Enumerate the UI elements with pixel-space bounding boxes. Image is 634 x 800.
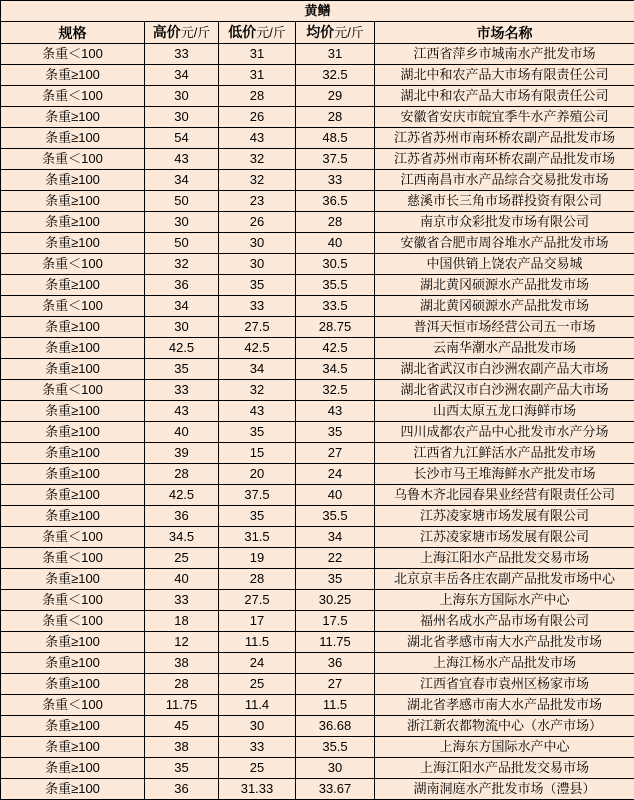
low-price-cell: 35: [219, 422, 296, 443]
market-name-cell: 中国供销上饶农产品交易城: [375, 254, 634, 275]
low-price-cell: 32: [219, 170, 296, 191]
low-price-cell: 31.33: [219, 779, 296, 800]
spec-cell: 条重≥100: [1, 758, 145, 779]
market-name-cell: 上海江杨水产品批发市场: [375, 653, 634, 674]
spec-cell: 条重≥100: [1, 653, 145, 674]
title-row: [1, 1, 634, 22]
header-avg-label: 均价: [306, 24, 334, 40]
table-row: [1, 107, 634, 128]
avg-price-cell: 37.5: [296, 149, 375, 170]
low-price-cell: 23: [219, 191, 296, 212]
avg-price-cell: 34.5: [296, 359, 375, 380]
high-price-cell: 32: [145, 254, 219, 275]
avg-price-cell: 33: [296, 170, 375, 191]
high-price-cell: 18: [145, 611, 219, 632]
spec-cell: 条重≥100: [1, 107, 145, 128]
high-price-cell: 25: [145, 548, 219, 569]
spec-cell: 条重＜100: [1, 590, 145, 611]
avg-price-cell: 29: [296, 86, 375, 107]
spec-cell: 条重≥100: [1, 275, 145, 296]
avg-price-cell: 43: [296, 401, 375, 422]
table-row: [1, 695, 634, 716]
avg-price-cell: 42.5: [296, 338, 375, 359]
low-price-cell: 25: [219, 674, 296, 695]
avg-price-cell: 35: [296, 569, 375, 590]
high-price-cell: 50: [145, 233, 219, 254]
low-price-cell: 19: [219, 548, 296, 569]
low-price-cell: 43: [219, 401, 296, 422]
market-name-cell: 江苏凌家塘市场发展有限公司: [375, 527, 634, 548]
table-row: [1, 401, 634, 422]
high-price-cell: 40: [145, 422, 219, 443]
market-name-cell: 乌鲁木齐北园春果业经营有限责任公司: [375, 485, 634, 506]
avg-price-cell: 36: [296, 653, 375, 674]
table-row: [1, 632, 634, 653]
spec-cell: 条重≥100: [1, 317, 145, 338]
spec-cell: 条重≥100: [1, 65, 145, 86]
avg-price-cell: 33.5: [296, 296, 375, 317]
high-price-cell: 43: [145, 401, 219, 422]
low-price-cell: 24: [219, 653, 296, 674]
market-name-cell: 江苏凌家塘市场发展有限公司: [375, 506, 634, 527]
header-avg-unit: 元/斤: [334, 25, 364, 40]
high-price-cell: 38: [145, 737, 219, 758]
avg-price-cell: 27: [296, 674, 375, 695]
market-name-cell: 四川成都农产品中心批发市水产分场: [375, 422, 634, 443]
market-name-cell: 湖北省孝感市南大水产品批发市场: [375, 632, 634, 653]
low-price-cell: 32: [219, 380, 296, 401]
high-price-cell: 12: [145, 632, 219, 653]
market-name-cell: 福州名成水产品市场有限公司: [375, 611, 634, 632]
low-price-cell: 26: [219, 212, 296, 233]
low-price-cell: 35: [219, 275, 296, 296]
market-name-cell: 湖北黄冈硕源水产品批发市场: [375, 275, 634, 296]
spec-cell: 条重≥100: [1, 401, 145, 422]
market-name-cell: 湖北省武汉市白沙洲农副产品大市场: [375, 359, 634, 380]
table-row: [1, 128, 634, 149]
table-row: [1, 611, 634, 632]
high-price-cell: 38: [145, 653, 219, 674]
market-name-cell: 上海东方国际水产中心: [375, 590, 634, 611]
high-price-cell: 28: [145, 674, 219, 695]
low-price-cell: 28: [219, 86, 296, 107]
table-row: [1, 338, 634, 359]
spec-cell: 条重≥100: [1, 338, 145, 359]
table-row: [1, 527, 634, 548]
high-price-cell: 40: [145, 569, 219, 590]
table-row: [1, 569, 634, 590]
high-price-cell: 33: [145, 590, 219, 611]
spec-cell: 条重≥100: [1, 443, 145, 464]
avg-price-cell: 36.5: [296, 191, 375, 212]
high-price-cell: 54: [145, 128, 219, 149]
spec-cell: 条重≥100: [1, 506, 145, 527]
table-row: [1, 758, 634, 779]
avg-price-cell: 35.5: [296, 275, 375, 296]
high-price-cell: 34: [145, 65, 219, 86]
market-name-cell: 云南华潮水产品批发市场: [375, 338, 634, 359]
low-price-cell: 37.5: [219, 485, 296, 506]
table-title: 黄鳝: [1, 1, 634, 22]
spec-cell: 条重＜100: [1, 611, 145, 632]
low-price-cell: 25: [219, 758, 296, 779]
spec-cell: 条重≥100: [1, 632, 145, 653]
table-row: [1, 674, 634, 695]
table-row: [1, 44, 634, 65]
avg-price-cell: 27: [296, 443, 375, 464]
avg-price-cell: 40: [296, 485, 375, 506]
low-price-cell: 28: [219, 569, 296, 590]
high-price-cell: 30: [145, 212, 219, 233]
high-price-cell: 30: [145, 107, 219, 128]
high-price-cell: 30: [145, 317, 219, 338]
low-price-cell: 33: [219, 737, 296, 758]
market-name-cell: 慈溪市长三角市场群投资有限公司: [375, 191, 634, 212]
low-price-cell: 17: [219, 611, 296, 632]
high-price-cell: 34: [145, 296, 219, 317]
header-high-unit: 元/斤: [181, 25, 211, 40]
table-row: [1, 359, 634, 380]
market-name-cell: 浙江新农都物流中心（水产市场）: [375, 716, 634, 737]
table-row: [1, 380, 634, 401]
avg-price-cell: 48.5: [296, 128, 375, 149]
header-market-name: 市场名称: [375, 22, 634, 44]
high-price-cell: 42.5: [145, 485, 219, 506]
low-price-cell: 32: [219, 149, 296, 170]
table-row: [1, 254, 634, 275]
market-name-cell: 江苏省苏州市南环桥农副产品批发市场: [375, 149, 634, 170]
low-price-cell: 42.5: [219, 338, 296, 359]
low-price-cell: 33: [219, 296, 296, 317]
table-body: [1, 44, 634, 800]
avg-price-cell: 30.25: [296, 590, 375, 611]
table-row: [1, 233, 634, 254]
spec-cell: 条重＜100: [1, 296, 145, 317]
market-name-cell: 南京市众彩批发市场有限公司: [375, 212, 634, 233]
low-price-cell: 30: [219, 716, 296, 737]
table-row: [1, 170, 634, 191]
spec-cell: 条重≥100: [1, 569, 145, 590]
avg-price-cell: 36.68: [296, 716, 375, 737]
low-price-cell: 31: [219, 44, 296, 65]
table-row: [1, 443, 634, 464]
avg-price-cell: 17.5: [296, 611, 375, 632]
high-price-cell: 11.75: [145, 695, 219, 716]
avg-price-cell: 31: [296, 44, 375, 65]
low-price-cell: 15: [219, 443, 296, 464]
spec-cell: 条重≥100: [1, 737, 145, 758]
market-name-cell: 江西省九江鲜活水产品批发市场: [375, 443, 634, 464]
spec-cell: 条重≥100: [1, 422, 145, 443]
high-price-cell: 35: [145, 359, 219, 380]
high-price-cell: 34: [145, 170, 219, 191]
spec-cell: 条重＜100: [1, 695, 145, 716]
table-row: [1, 548, 634, 569]
table-row: [1, 422, 634, 443]
avg-price-cell: 32.5: [296, 65, 375, 86]
low-price-cell: 43: [219, 128, 296, 149]
table-row: [1, 716, 634, 737]
market-name-cell: 湖北省武汉市白沙洲农副产品大市场: [375, 380, 634, 401]
table-row: [1, 86, 634, 107]
high-price-cell: 36: [145, 275, 219, 296]
spec-cell: 条重＜100: [1, 380, 145, 401]
avg-price-cell: 30: [296, 758, 375, 779]
low-price-cell: 27.5: [219, 317, 296, 338]
market-name-cell: 湖北中和农产品大市场有限责任公司: [375, 65, 634, 86]
market-name-cell: 北京京丰岳各庄农副产品批发市场中心: [375, 569, 634, 590]
table-row: [1, 275, 634, 296]
low-price-cell: 34: [219, 359, 296, 380]
market-name-cell: 湖南洞庭水产批发市场（澧县）: [375, 779, 634, 800]
header-low-price: [219, 22, 296, 44]
spec-cell: 条重≥100: [1, 485, 145, 506]
avg-price-cell: 40: [296, 233, 375, 254]
market-name-cell: 江苏省苏州市南环桥农副产品批发市场: [375, 128, 634, 149]
spec-cell: 条重≥100: [1, 191, 145, 212]
spec-cell: 条重＜100: [1, 86, 145, 107]
spec-cell: 条重＜100: [1, 44, 145, 65]
avg-price-cell: 35: [296, 422, 375, 443]
market-name-cell: 江西省宜春市袁州区杨家市场: [375, 674, 634, 695]
high-price-cell: 30: [145, 86, 219, 107]
avg-price-cell: 28: [296, 212, 375, 233]
low-price-cell: 31: [219, 65, 296, 86]
market-name-cell: 安徽省合肥市周谷堆水产品批发市场: [375, 233, 634, 254]
low-price-cell: 11.5: [219, 632, 296, 653]
avg-price-cell: 34: [296, 527, 375, 548]
high-price-cell: 43: [145, 149, 219, 170]
table-row: [1, 296, 634, 317]
low-price-cell: 20: [219, 464, 296, 485]
spec-cell: 条重≥100: [1, 779, 145, 800]
table-row: [1, 590, 634, 611]
spec-cell: 条重≥100: [1, 170, 145, 191]
header-row: [1, 22, 634, 44]
market-name-cell: 普洱天恒市场经营公司五一市场: [375, 317, 634, 338]
table-row: [1, 506, 634, 527]
avg-price-cell: 11.5: [296, 695, 375, 716]
table-row: [1, 464, 634, 485]
avg-price-cell: 11.75: [296, 632, 375, 653]
high-price-cell: 45: [145, 716, 219, 737]
low-price-cell: 31.5: [219, 527, 296, 548]
spec-cell: 条重≥100: [1, 464, 145, 485]
avg-price-cell: 28: [296, 107, 375, 128]
market-name-cell: 湖北省孝感市南大水产品批发市场: [375, 695, 634, 716]
header-low-label: 低价: [228, 24, 256, 40]
header-low-unit: 元/斤: [256, 25, 286, 40]
table-row: [1, 779, 634, 800]
market-name-cell: 江西省萍乡市城南水产批发市场: [375, 44, 634, 65]
spec-cell: 条重≥100: [1, 716, 145, 737]
avg-price-cell: 33.67: [296, 779, 375, 800]
spec-cell: 条重≥100: [1, 212, 145, 233]
market-name-cell: 长沙市马王堆海鲜水产批发市场: [375, 464, 634, 485]
market-name-cell: 江西南昌市水产品综合交易批发市场: [375, 170, 634, 191]
table-row: [1, 65, 634, 86]
table-row: [1, 317, 634, 338]
avg-price-cell: 24: [296, 464, 375, 485]
market-name-cell: 湖北中和农产品大市场有限责任公司: [375, 86, 634, 107]
header-spec: 规格: [1, 22, 145, 44]
high-price-cell: 50: [145, 191, 219, 212]
market-name-cell: 上海东方国际水产中心: [375, 737, 634, 758]
avg-price-cell: 30.5: [296, 254, 375, 275]
high-price-cell: 42.5: [145, 338, 219, 359]
spec-cell: 条重≥100: [1, 674, 145, 695]
header-high-label: 高价: [153, 24, 181, 40]
table-row: [1, 737, 634, 758]
table-row: [1, 485, 634, 506]
low-price-cell: 35: [219, 506, 296, 527]
avg-price-cell: 28.75: [296, 317, 375, 338]
spec-cell: 条重＜100: [1, 254, 145, 275]
spec-cell: 条重≥100: [1, 233, 145, 254]
spec-cell: 条重≥100: [1, 128, 145, 149]
high-price-cell: 39: [145, 443, 219, 464]
spec-cell: 条重＜100: [1, 527, 145, 548]
market-name-cell: 安徽省安庆市皖宜季牛水产养殖公司: [375, 107, 634, 128]
market-name-cell: 湖北黄冈硕源水产品批发市场: [375, 296, 634, 317]
table-row: [1, 149, 634, 170]
avg-price-cell: 35.5: [296, 506, 375, 527]
spec-cell: 条重≥100: [1, 359, 145, 380]
low-price-cell: 30: [219, 233, 296, 254]
low-price-cell: 27.5: [219, 590, 296, 611]
avg-price-cell: 32.5: [296, 380, 375, 401]
header-high-price: [145, 22, 219, 44]
avg-price-cell: 35.5: [296, 737, 375, 758]
header-avg-price: [296, 22, 375, 44]
spec-cell: 条重＜100: [1, 149, 145, 170]
low-price-cell: 11.4: [219, 695, 296, 716]
high-price-cell: 36: [145, 779, 219, 800]
high-price-cell: 33: [145, 44, 219, 65]
high-price-cell: 35: [145, 758, 219, 779]
high-price-cell: 28: [145, 464, 219, 485]
high-price-cell: 33: [145, 380, 219, 401]
table-row: [1, 191, 634, 212]
table-row: [1, 212, 634, 233]
table-row: [1, 653, 634, 674]
market-name-cell: 上海江阳水产品批发交易市场: [375, 548, 634, 569]
high-price-cell: 36: [145, 506, 219, 527]
spec-cell: 条重＜100: [1, 548, 145, 569]
high-price-cell: 34.5: [145, 527, 219, 548]
market-name-cell: 上海江阳水产品批发交易市场: [375, 758, 634, 779]
avg-price-cell: 22: [296, 548, 375, 569]
market-name-cell: 山西太原五龙口海鲜市场: [375, 401, 634, 422]
low-price-cell: 26: [219, 107, 296, 128]
low-price-cell: 30: [219, 254, 296, 275]
